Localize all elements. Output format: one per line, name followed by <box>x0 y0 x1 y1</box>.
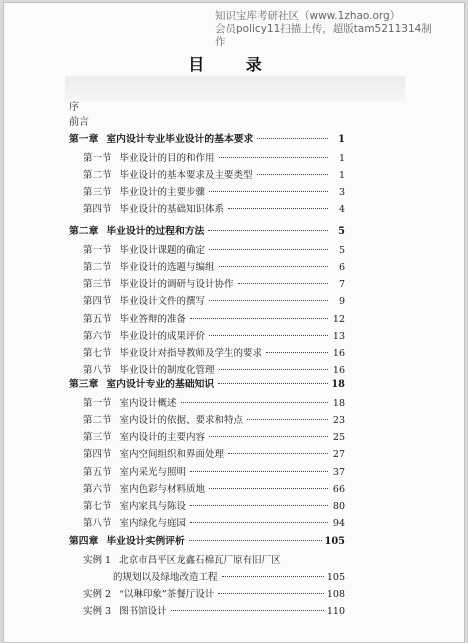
toc-page-number: 23 <box>332 415 345 427</box>
toc-entry-number: 第六节 <box>83 330 112 342</box>
toc-section-row[interactable] <box>83 345 345 361</box>
dot-leader <box>190 318 328 319</box>
toc-example-row[interactable] <box>83 552 345 568</box>
bleed-through-shadow <box>65 76 405 102</box>
toc-entry-number: 实例 1 <box>83 555 112 567</box>
toc-entry-label <box>83 345 262 359</box>
toc-page-number: 66 <box>332 483 345 495</box>
toc-entry-number: 第七节 <box>83 347 112 359</box>
toc-entry-title: 室内设计的依据、要求和特点 <box>119 415 244 427</box>
toc-entry-title: 毕业设计课题的确定 <box>119 245 206 257</box>
toc-entry-title: 毕业设计的目的和作用 <box>119 153 215 165</box>
toc-entry-label <box>83 603 167 617</box>
toc-entry-label <box>83 586 214 600</box>
toc-page-number: 1 <box>338 153 345 165</box>
dot-leader <box>181 402 328 403</box>
watermark-line-1: 知识宝库考研社区（www.1zhao.org） <box>215 10 401 22</box>
toc-entry-number: 第八节 <box>83 364 112 376</box>
toc-entry-number: 第五节 <box>83 313 112 325</box>
toc-example-row[interactable] <box>83 603 345 619</box>
toc-section-row[interactable] <box>83 328 345 344</box>
toc-page-number: 3 <box>338 187 345 199</box>
toc-page-number: 12 <box>332 313 345 325</box>
dot-leader <box>209 335 328 336</box>
toc-entry-title: “以琳印象”茶餐厅设计 <box>119 589 215 601</box>
toc-page <box>3 2 465 643</box>
toc-entry-title: 毕业设计的基础知识体系 <box>119 204 225 216</box>
toc-entry-title: 室内设计专业毕业设计的基本要求 <box>106 134 254 145</box>
toc-entry-title: 室内采光与照明 <box>119 466 187 478</box>
dot-leader <box>257 138 328 139</box>
toc-entry-label <box>83 201 224 215</box>
toc-section-row[interactable] <box>83 515 345 531</box>
dot-leader <box>209 436 328 437</box>
toc-entry-label <box>83 481 205 495</box>
toc-section-row[interactable] <box>83 446 345 462</box>
toc-entry-title: 毕业设计实例评析 <box>106 536 185 547</box>
toc-entry-label <box>69 223 204 237</box>
dot-leader <box>209 300 328 301</box>
dot-leader <box>257 174 328 175</box>
toc-entry-number: 第一章 <box>69 134 99 145</box>
toc-entry-label <box>83 259 215 273</box>
toc-section-row[interactable] <box>83 150 345 166</box>
toc-entry-label <box>83 311 186 325</box>
toc-section-row[interactable] <box>83 412 345 428</box>
toc-section-row[interactable] <box>83 395 345 411</box>
toc-example-row-continued[interactable] <box>113 569 345 585</box>
toc-page-number: 16 <box>332 364 345 376</box>
toc-entry-number: 第一节 <box>83 153 112 165</box>
toc-page-number: 94 <box>332 517 345 529</box>
dot-leader <box>266 352 328 353</box>
toc-entry-label <box>83 498 186 512</box>
toc-section-row[interactable] <box>83 242 345 258</box>
toc-entry-title: 毕业设计的制度化管理 <box>119 364 215 376</box>
dot-leader <box>228 453 328 454</box>
toc-entry-title: 毕业设计对指导教师及学生的要求 <box>119 347 263 359</box>
dot-leader <box>209 249 328 250</box>
dot-leader <box>228 208 328 209</box>
toc-entry-number: 第三章 <box>69 379 99 390</box>
toc-entry-number: 第二节 <box>83 262 112 274</box>
toc-entry-title: 毕业设计的主要步骤 <box>119 187 206 199</box>
toc-entry-label <box>69 376 214 390</box>
toc-entry-title: 室内家具与陈设 <box>119 500 187 512</box>
toc-entry-title: 毕业设计的基本要求及主要类型 <box>119 170 253 182</box>
toc-entry-number: 实例 3 <box>83 606 112 618</box>
toc-entry-number: 第七节 <box>83 500 112 512</box>
dot-leader <box>209 191 328 192</box>
toc-entry-label <box>83 328 205 342</box>
toc-page-number: 27 <box>332 449 345 461</box>
toc-entry-number: 第三节 <box>83 279 112 291</box>
toc-entry-number: 第二节 <box>83 415 112 427</box>
toc-entry-title: 室内空间组织和界面处理 <box>119 449 225 461</box>
toc-entry-number: 第五节 <box>83 466 112 478</box>
dot-leader <box>218 593 324 594</box>
toc-entry-number: 实例 2 <box>83 589 112 601</box>
toc-page-number: 105 <box>324 536 345 547</box>
toc-entry-title: 北京市昌平区龙鑫石棉瓦厂原有旧厂区 <box>119 555 281 567</box>
toc-entry-number: 第三节 <box>83 432 112 444</box>
dot-leader <box>189 540 322 541</box>
dot-leader <box>222 576 324 577</box>
toc-chapter-row[interactable] <box>69 376 345 392</box>
toc-entry-number: 第一节 <box>83 245 112 257</box>
dot-leader <box>209 488 328 489</box>
toc-entry-title: 毕业答辩的准备 <box>119 313 187 325</box>
toc-section-row[interactable] <box>83 311 345 327</box>
toc-page-number: 37 <box>332 466 345 478</box>
toc-section-row[interactable] <box>83 481 345 497</box>
toc-entry-label <box>83 184 205 198</box>
toc-entry-label <box>83 412 243 426</box>
toc-section-row[interactable] <box>83 167 345 183</box>
toc-entry-label <box>83 429 205 443</box>
toc-entry-number: 第二章 <box>69 226 99 237</box>
toc-page-number: 18 <box>331 379 345 390</box>
toc-page-number: 7 <box>338 279 345 291</box>
toc-entry-number: 第八节 <box>83 517 112 529</box>
toc-entry-title: 室内设计的主要内容 <box>119 432 206 444</box>
toc-entry-label <box>83 362 215 376</box>
toc-section-row[interactable] <box>83 293 345 309</box>
toc-page-number: 4 <box>338 204 345 216</box>
toc-chapter-row[interactable] <box>69 131 345 147</box>
toc-entry-title: 室内设计专业的基础知识 <box>106 379 215 390</box>
toc-page-number: 13 <box>332 330 345 342</box>
front-matter-foreword: 前言 <box>69 117 89 128</box>
toc-entry-number: 第四章 <box>69 536 99 547</box>
toc-section-row[interactable] <box>83 464 345 480</box>
toc-section-row[interactable] <box>83 259 345 275</box>
toc-entry-number: 第二节 <box>83 170 112 182</box>
toc-page-number: 108 <box>326 589 345 601</box>
toc-entry-title: 毕业设计的选题与编组 <box>119 262 215 274</box>
front-matter-preface: 序 <box>69 102 79 113</box>
toc-page-number: 105 <box>326 572 345 584</box>
toc-chapter-row[interactable] <box>69 533 345 549</box>
toc-entry-label <box>83 552 281 566</box>
dot-leader <box>218 383 328 384</box>
toc-entry-title: 毕业设计的过程和方法 <box>106 226 205 237</box>
toc-entry-title-continued: 的规划以及绿地改造工程 <box>113 572 218 584</box>
dot-leader <box>208 230 328 231</box>
toc-section-row[interactable] <box>83 498 345 514</box>
dot-leader <box>219 157 328 158</box>
toc-section-row[interactable] <box>83 184 345 200</box>
watermark-line-2: 会员policy11扫描上传，超版tam5211314制作 <box>215 23 432 48</box>
toc-page-number: 80 <box>332 500 345 512</box>
toc-entry-label <box>83 276 234 290</box>
toc-entry-label <box>83 515 186 529</box>
dot-leader <box>190 471 328 472</box>
toc-entry-number: 第四节 <box>83 296 112 308</box>
toc-entry-title: 毕业设计文件的撰写 <box>119 296 206 308</box>
toc-section-row[interactable] <box>83 429 345 445</box>
dot-leader <box>171 610 324 611</box>
toc-page-number: 5 <box>338 226 345 237</box>
toc-page-number: 9 <box>338 296 345 308</box>
toc-entry-label <box>83 167 253 181</box>
toc-page-number: 6 <box>338 262 345 274</box>
dot-leader <box>219 369 328 370</box>
toc-entry-title: 室内绿化与庭园 <box>119 517 187 529</box>
toc-entry-number: 第一节 <box>83 398 112 410</box>
toc-page-number: 18 <box>332 398 345 410</box>
toc-page-number: 5 <box>338 245 345 257</box>
toc-page-number: 1 <box>338 134 345 145</box>
toc-entry-number: 第四节 <box>83 449 112 461</box>
toc-entry-number: 第六节 <box>83 483 112 495</box>
toc-example-row[interactable] <box>83 586 345 602</box>
toc-entry-title: 毕业设计的调研与设计协作 <box>119 279 234 291</box>
dot-leader <box>219 266 328 267</box>
toc-entry-label <box>69 131 253 145</box>
toc-entry-number: 第三节 <box>83 187 112 199</box>
dot-leader <box>247 419 328 420</box>
toc-page-number: 16 <box>332 347 345 359</box>
dot-leader <box>238 283 328 284</box>
toc-page-number: 1 <box>338 170 345 182</box>
toc-entry-title: 毕业设计的成果评价 <box>119 330 206 342</box>
toc-entry-label <box>83 446 224 460</box>
toc-section-row[interactable] <box>83 276 345 292</box>
toc-entry-label <box>83 293 205 307</box>
toc-entry-label <box>83 242 205 256</box>
toc-section-row[interactable] <box>83 201 345 217</box>
dot-leader <box>190 522 328 523</box>
watermark <box>215 10 435 49</box>
toc-entry-title: 图书馆设计 <box>119 606 167 618</box>
toc-entry-title: 室内设计概述 <box>119 398 177 410</box>
toc-entry-label <box>69 533 185 547</box>
toc-page-number: 25 <box>332 432 345 444</box>
toc-entry-label <box>83 395 177 409</box>
toc-title: 目 录 <box>188 55 280 74</box>
toc-entry-number: 第四节 <box>83 204 112 216</box>
toc-entry-title: 室内色彩与材料质地 <box>119 483 206 495</box>
toc-entry-label <box>83 150 215 164</box>
dot-leader <box>190 505 328 506</box>
toc-chapter-row[interactable] <box>69 223 345 239</box>
toc-page-number: 110 <box>326 606 345 618</box>
toc-entry-label <box>83 464 186 478</box>
